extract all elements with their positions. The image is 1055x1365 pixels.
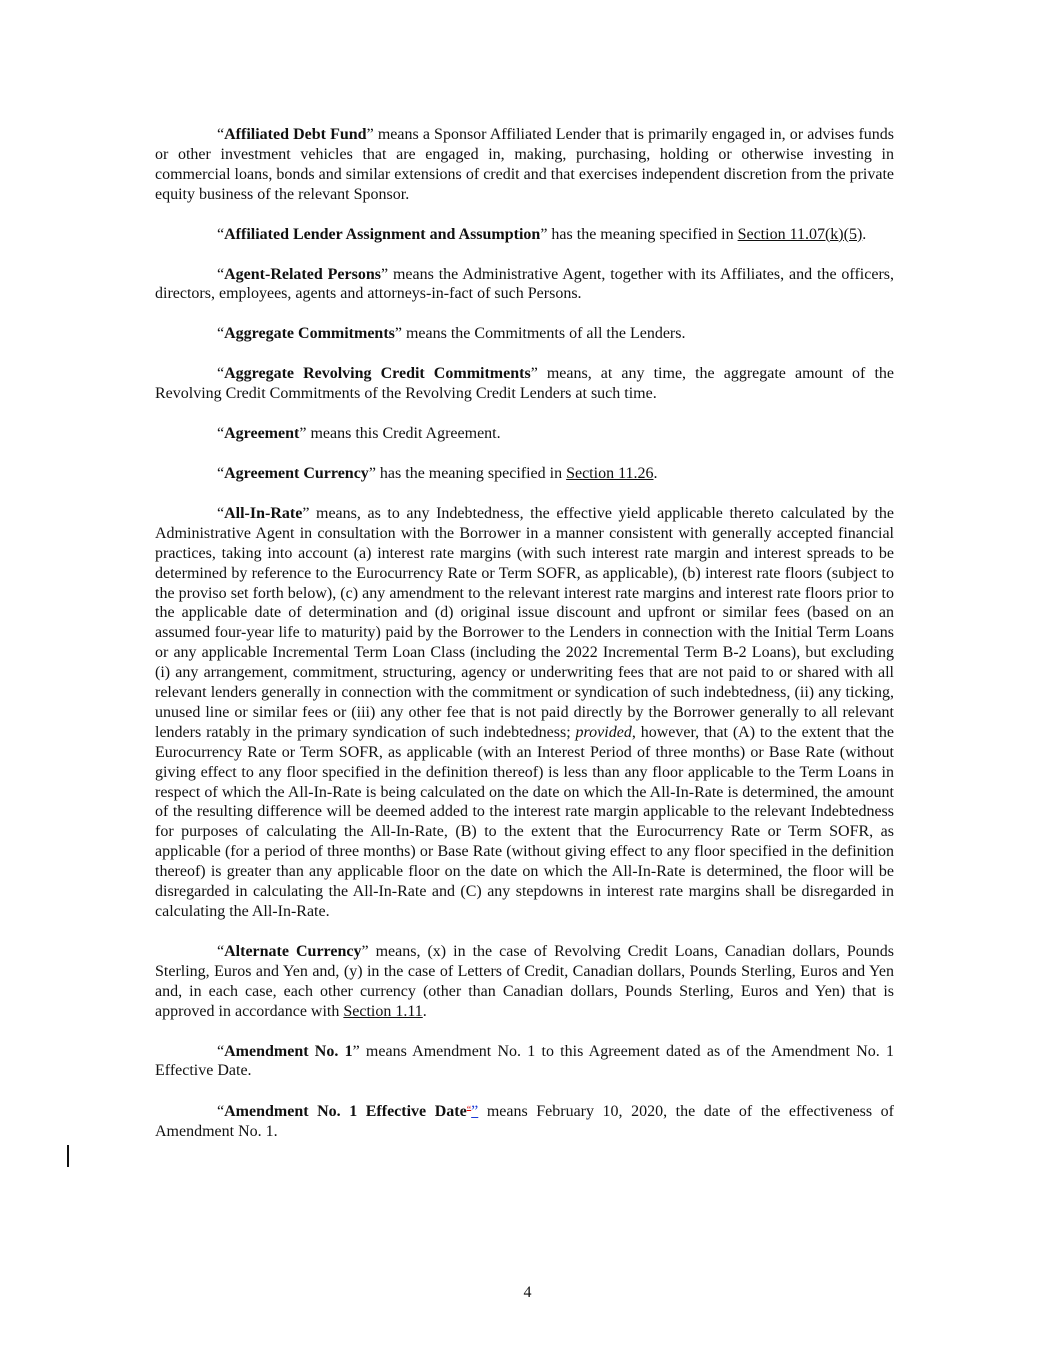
defined-term: Affiliated Debt Fund [224,126,367,143]
definition-paragraph [155,1101,894,1142]
definition-text: . [653,464,658,482]
definition-text: ” means, (x) in the case of Revolving Credit Loans, Canadian dollars, Pounds Sterling, Euros and Yen and, (y) in the case of Letters of Credit, Canadian dollars, Pounds Sterling, Euros and Yen and, in each case, each other currency (other than Canadian dollars, Pounds Sterling, Euros and Yen) that is approved in accordance with [155,942,895,1020]
definition-text: ” means a Sponsor Affiliated Lender that is primarily engaged in, or advises funds or other investment vehicles that are engaged in, making, purchasing, holding or otherwise investing in commercial loans, bonds and similar extensions of credit and that exercises independent discretion from the private equity business of the relevant Sponsor. [155,126,895,203]
defined-term: Alternate Currency [224,942,362,960]
definition-text: ” has the meaning specified in [540,225,738,243]
definition-text: ” means, as to any Indebtedness, the effective yield applicable thereto calculated by the Administrative Agent in consultation with the Borrower in a manner consistent with generally accepted financial practices, taking into account (a) interest rate margins (with such interest rate margin and interest spreads to be determined by reference to the Eurocurrency Rate or Term SOFR, as applicable), (b) interest rate floors (subject to the proviso set forth below), (c) any amendment to the relevant interest rate margins and interest rate floors prior to the applicable date of determination and (d) original issue discount and upfront or similar fees (based on an assumed four-year life to maturity) paid by the Borrower to the Lenders in connection with the Initial Term Loans or any applicable Incremental Term Loan Class (including the 2022 Incremental Term B-2 Loans), but excluding (i) any arrangement, commitment, structuring, agency or underwriting fees that are not paid to or shared with all relevant lenders generally in connection with the commitment or syndication of such indebtedness, (ii) any ticking, unused line or similar fees or (iii) any other fee that is not paid directly by the Borrower generally to all relevant lenders ratably in the primary syndication of such indebtedness; [155,504,894,741]
section-reference-link[interactable]: Section 11.26 [566,464,654,482]
definition-text: “ [217,942,225,960]
definition-text: “ [217,425,225,443]
defined-term: Aggregate Revolving Credit Commitments [224,365,531,383]
definition-text: “ [217,1042,225,1060]
definition-paragraph [155,464,894,484]
inserted-text: ” [471,1103,479,1121]
deleted-text: “ [466,1105,472,1117]
section-reference-link[interactable]: Section 1.11 [343,1002,423,1020]
definition-paragraph [155,225,894,245]
definition-text: ” means the Commitments of all the Lenders. [394,325,686,343]
definition-text: “ [217,225,225,243]
definition-text: ” means Amendment No. 1 to this Agreement dated as of the Amendment No. 1 Effective Date. [155,1042,894,1080]
defined-term: Agreement [224,425,300,443]
definition-paragraph [155,1042,894,1082]
defined-term: Affiliated Lender Assignment and Assumption [224,225,541,243]
definition-text: “ [217,126,225,143]
definition-paragraph [155,265,894,305]
defined-term: Agent-Related Persons [224,265,381,283]
definition-paragraph [155,504,894,922]
definition-text: “ [217,464,225,482]
definition-paragraph [155,942,894,1022]
revision-change-bar [67,1145,69,1167]
document-page [155,125,894,1162]
defined-term: Amendment No. 1 [224,1042,353,1060]
definition-text: ” means the Administrative Agent, together with its Affiliates, and the officers, directors, employees, agents and attorneys-in-fact of such Persons. [155,265,895,303]
definition-text: ” means, at any time, the aggregate amount of the Revolving Credit Commitments of the Revolving Credit Lenders at such time. [155,365,895,403]
definition-text: “ [217,1103,225,1121]
definition-paragraph [155,364,894,404]
definition-text: . [422,1002,427,1020]
definition-text: means February 10, 2020, the date of the effectiveness of Amendment No. 1. [155,1103,895,1141]
definition-text: “ [217,365,225,383]
defined-term: All-In-Rate [224,504,303,522]
defined-term: Amendment No. 1 Effective Date [224,1103,467,1121]
definition-text: ” means this Credit Agreement. [299,425,501,443]
definition-paragraph [155,125,894,205]
definition-text: provided [575,723,632,741]
defined-term: Agreement Currency [224,464,369,482]
definition-text: . [862,225,867,243]
definition-paragraph [155,424,894,444]
definition-paragraph [155,324,894,344]
definition-text: “ [217,265,225,283]
definition-text: “ [217,325,225,343]
definition-text: ” has the meaning specified in [368,464,567,482]
page-number: 4 [523,1284,532,1301]
definition-text: “ [217,504,225,522]
defined-term: Aggregate Commitments [224,325,395,343]
section-reference-link[interactable]: Section 11.07(k)(5) [737,225,863,243]
definition-text: , however, that (A) to the extent that the Eurocurrency Rate or Term SOFR, as applicable (with an Interest Period of three months) or Base Rate (without giving effect to any floor specified in the definition thereof) is less than any floor applicable to the Term Loans in respect of which the All-In-Rate is being calculated on the date on which the All-In-Rate is determined, the amount of the resulting difference will be deemed added to the interest rate margin applicable to the relevant Indebtedness for purposes of calculating the All-In-Rate, (B) to the extent that the Eurocurrency Rate or Term SOFR, as applicable (for a period of three months) or Base Rate (without giving effect to any floor specified in the definition thereof) is greater than any applicable floor on the date on which the All-In-Rate is determined, the floor will be disregarded in calculating the All-In-Rate and (C) any stepdowns in interest rate margins shall be disregarded in calculating the All-In-Rate. [155,723,894,920]
